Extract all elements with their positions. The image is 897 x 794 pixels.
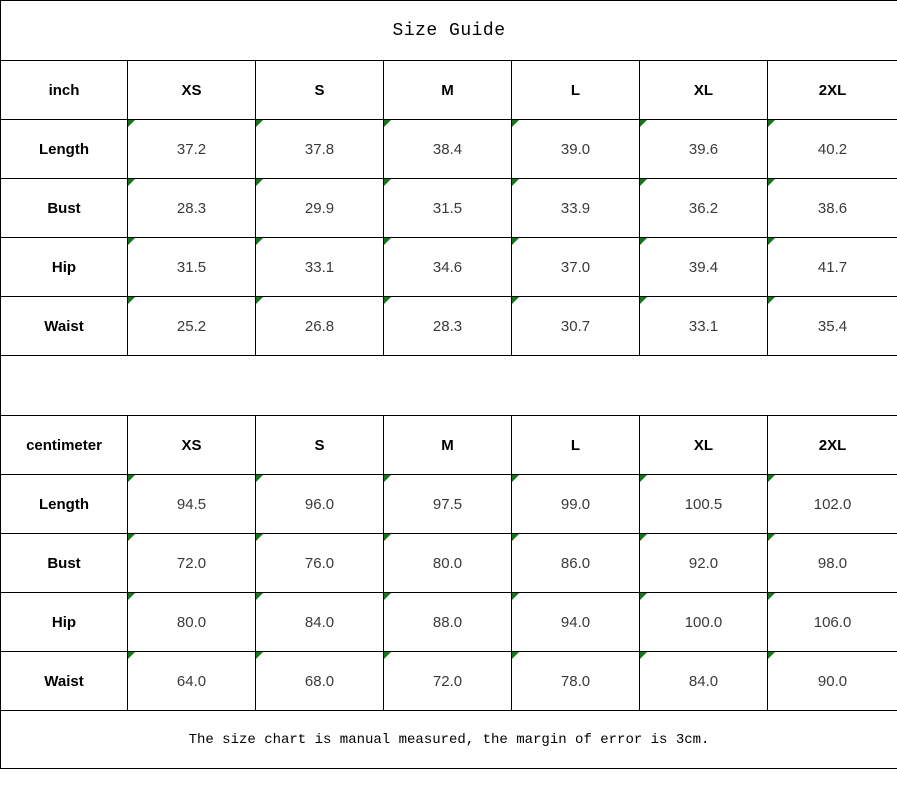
centimeter-header-row	[1, 416, 897, 475]
measurement-value: 68.0	[304, 672, 335, 690]
cell-flag-icon	[640, 179, 647, 186]
measurement-value: 84.0	[304, 613, 335, 631]
measurement-cell	[384, 652, 512, 711]
cell-flag-icon	[512, 238, 519, 245]
measurement-value: 97.5	[432, 495, 463, 513]
measurement-value: 92.0	[688, 554, 719, 572]
cell-flag-icon	[256, 652, 263, 659]
measurement-value: 84.0	[688, 672, 719, 690]
cell-flag-icon	[384, 534, 391, 541]
measurement-cell	[128, 297, 256, 356]
measurement-value: 100.5	[684, 495, 723, 513]
measurement-cell	[256, 120, 384, 179]
measurement-cell	[384, 593, 512, 652]
measurement-value: 31.5	[176, 258, 207, 276]
measurement-value: 35.4	[817, 317, 848, 335]
cell-flag-icon	[128, 179, 135, 186]
measurement-value: 102.0	[813, 495, 852, 513]
cell-flag-icon	[768, 534, 775, 541]
measure-row-length-inch	[1, 120, 897, 179]
measurement-value: 37.2	[176, 140, 207, 158]
measurement-cell	[128, 593, 256, 652]
size-col-header: XS	[128, 61, 256, 120]
measurement-cell	[256, 652, 384, 711]
measurement-cell	[640, 593, 768, 652]
cell-flag-icon	[256, 534, 263, 541]
cell-flag-icon	[768, 120, 775, 127]
cell-flag-icon	[640, 475, 647, 482]
cell-flag-icon	[128, 475, 135, 482]
size-col-header: XS	[128, 416, 256, 475]
measure-row-bust-inch	[1, 179, 897, 238]
size-col-header: 2XL	[768, 61, 897, 120]
measurement-cell	[256, 534, 384, 593]
size-col-header: M	[384, 61, 512, 120]
cell-flag-icon	[768, 238, 775, 245]
row-label: Hip	[1, 593, 128, 652]
measurement-value: 72.0	[176, 554, 207, 572]
cell-flag-icon	[384, 652, 391, 659]
measure-row-bust-cm	[1, 534, 897, 593]
cell-flag-icon	[256, 297, 263, 304]
measurement-cell	[512, 238, 640, 297]
measurement-value: 39.4	[688, 258, 719, 276]
size-col-header: S	[256, 61, 384, 120]
size-col-header: L	[512, 416, 640, 475]
row-label: Length	[1, 120, 128, 179]
measurement-value: 31.5	[432, 199, 463, 217]
cell-flag-icon	[128, 593, 135, 600]
measurement-value: 40.2	[817, 140, 848, 158]
measurement-cell	[640, 238, 768, 297]
measurement-cell	[640, 179, 768, 238]
measurement-value: 98.0	[817, 554, 848, 572]
cell-flag-icon	[512, 593, 519, 600]
size-col-header: 2XL	[768, 416, 897, 475]
footer-note: The size chart is manual measured, the margin of error is 3cm.	[1, 711, 897, 769]
measurement-cell	[128, 475, 256, 534]
cell-flag-icon	[128, 120, 135, 127]
measurement-cell	[384, 297, 512, 356]
cell-flag-icon	[256, 238, 263, 245]
row-label: Length	[1, 475, 128, 534]
measurement-value: 94.0	[560, 613, 591, 631]
measurement-cell	[512, 593, 640, 652]
cell-flag-icon	[128, 652, 135, 659]
measurement-cell	[384, 179, 512, 238]
cell-flag-icon	[768, 475, 775, 482]
measurement-cell	[512, 475, 640, 534]
measurement-cell	[384, 120, 512, 179]
inch-header-row	[1, 61, 897, 120]
measurement-cell	[768, 120, 897, 179]
cell-flag-icon	[384, 297, 391, 304]
measurement-value: 41.7	[817, 258, 848, 276]
cell-flag-icon	[768, 593, 775, 600]
measurement-value: 106.0	[813, 613, 852, 631]
measurement-cell	[512, 297, 640, 356]
cell-flag-icon	[384, 475, 391, 482]
cell-flag-icon	[640, 238, 647, 245]
cell-flag-icon	[128, 238, 135, 245]
measurement-cell	[640, 297, 768, 356]
measurement-value: 80.0	[176, 613, 207, 631]
measurement-cell	[640, 120, 768, 179]
row-label: Waist	[1, 297, 128, 356]
measurement-cell	[384, 534, 512, 593]
measurement-value: 29.9	[304, 199, 335, 217]
measurement-value: 72.0	[432, 672, 463, 690]
measurement-value: 38.4	[432, 140, 463, 158]
unit-label-centimeter: centimeter	[1, 416, 128, 475]
measurement-cell	[256, 179, 384, 238]
cell-flag-icon	[128, 534, 135, 541]
measurement-cell	[768, 238, 897, 297]
unit-label-inch: inch	[1, 61, 128, 120]
measurement-cell	[768, 475, 897, 534]
cell-flag-icon	[768, 297, 775, 304]
measure-row-hip-inch	[1, 238, 897, 297]
measurement-cell	[512, 534, 640, 593]
cell-flag-icon	[512, 534, 519, 541]
cell-flag-icon	[640, 297, 647, 304]
cell-flag-icon	[256, 593, 263, 600]
cell-flag-icon	[512, 297, 519, 304]
page-title: Size Guide	[1, 1, 897, 61]
measurement-cell	[768, 179, 897, 238]
measurement-cell	[512, 179, 640, 238]
measurement-cell	[768, 593, 897, 652]
measurement-value: 76.0	[304, 554, 335, 572]
cell-flag-icon	[640, 534, 647, 541]
measurement-cell	[768, 652, 897, 711]
measurement-cell	[256, 238, 384, 297]
size-col-header: S	[256, 416, 384, 475]
cell-flag-icon	[512, 475, 519, 482]
row-label: Bust	[1, 179, 128, 238]
size-col-header: M	[384, 416, 512, 475]
measurement-value: 30.7	[560, 317, 591, 335]
cell-flag-icon	[512, 179, 519, 186]
measurement-value: 64.0	[176, 672, 207, 690]
measurement-value: 86.0	[560, 554, 591, 572]
title-row	[1, 1, 897, 61]
measurement-value: 34.6	[432, 258, 463, 276]
measurement-value: 99.0	[560, 495, 591, 513]
measurement-cell	[640, 652, 768, 711]
footer-row	[1, 711, 897, 769]
cell-flag-icon	[512, 652, 519, 659]
measure-row-waist-inch	[1, 297, 897, 356]
measurement-cell	[384, 238, 512, 297]
measurement-value: 26.8	[304, 317, 335, 335]
measurement-value: 37.8	[304, 140, 335, 158]
cell-flag-icon	[768, 652, 775, 659]
measurement-value: 39.0	[560, 140, 591, 158]
measurement-value: 39.6	[688, 140, 719, 158]
cell-flag-icon	[256, 120, 263, 127]
size-col-header: XL	[640, 416, 768, 475]
size-col-header: L	[512, 61, 640, 120]
row-label: Waist	[1, 652, 128, 711]
measurement-cell	[256, 475, 384, 534]
measurement-cell	[128, 120, 256, 179]
cell-flag-icon	[128, 297, 135, 304]
cell-flag-icon	[384, 179, 391, 186]
measurement-cell	[640, 475, 768, 534]
cell-flag-icon	[640, 652, 647, 659]
row-label: Bust	[1, 534, 128, 593]
measurement-cell	[128, 652, 256, 711]
measurement-value: 78.0	[560, 672, 591, 690]
spacer-row	[1, 356, 897, 416]
measurement-value: 33.9	[560, 199, 591, 217]
spacer-cell	[1, 356, 897, 416]
size-col-header: XL	[640, 61, 768, 120]
cell-flag-icon	[384, 120, 391, 127]
cell-flag-icon	[384, 593, 391, 600]
measurement-value: 80.0	[432, 554, 463, 572]
cell-flag-icon	[256, 475, 263, 482]
cell-flag-icon	[640, 593, 647, 600]
cell-flag-icon	[256, 179, 263, 186]
measure-row-hip-cm	[1, 593, 897, 652]
measurement-cell	[256, 297, 384, 356]
measurement-cell	[512, 652, 640, 711]
measurement-cell	[256, 593, 384, 652]
row-label: Hip	[1, 238, 128, 297]
measurement-value: 90.0	[817, 672, 848, 690]
measure-row-length-cm	[1, 475, 897, 534]
measurement-value: 38.6	[817, 199, 848, 217]
measurement-value: 25.2	[176, 317, 207, 335]
measurement-value: 33.1	[688, 317, 719, 335]
measurement-value: 33.1	[304, 258, 335, 276]
measurement-value: 94.5	[176, 495, 207, 513]
cell-flag-icon	[768, 179, 775, 186]
measurement-cell	[128, 238, 256, 297]
measurement-value: 96.0	[304, 495, 335, 513]
measurement-cell	[128, 534, 256, 593]
cell-flag-icon	[384, 238, 391, 245]
measure-row-waist-cm	[1, 652, 897, 711]
measurement-cell	[384, 475, 512, 534]
measurement-cell	[768, 297, 897, 356]
cell-flag-icon	[640, 120, 647, 127]
measurement-value: 36.2	[688, 199, 719, 217]
measurement-cell	[768, 534, 897, 593]
measurement-value: 100.0	[684, 613, 723, 631]
measurement-value: 28.3	[176, 199, 207, 217]
measurement-value: 28.3	[432, 317, 463, 335]
measurement-cell	[128, 179, 256, 238]
measurement-value: 37.0	[560, 258, 591, 276]
measurement-cell	[512, 120, 640, 179]
cell-flag-icon	[512, 120, 519, 127]
measurement-value: 88.0	[432, 613, 463, 631]
measurement-cell	[640, 534, 768, 593]
